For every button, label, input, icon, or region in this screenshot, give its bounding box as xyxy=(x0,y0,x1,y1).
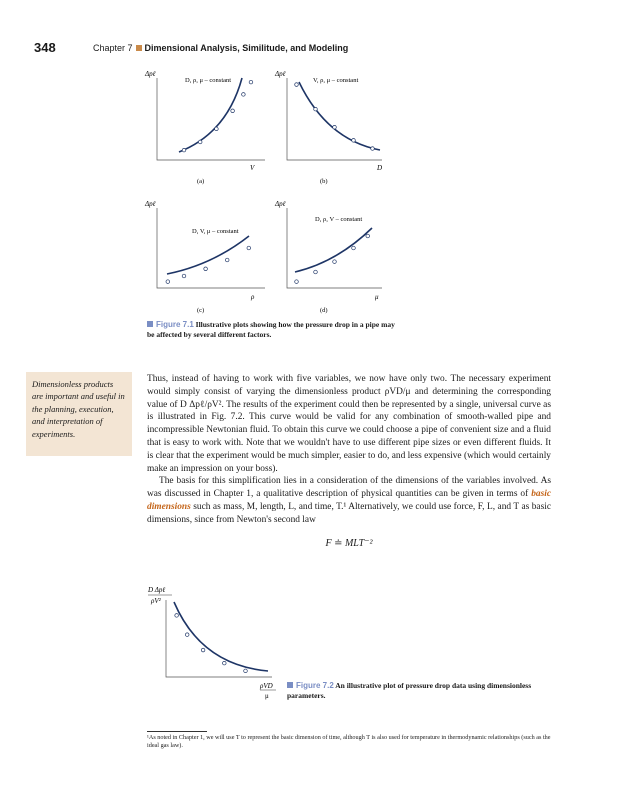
plot-axes xyxy=(166,600,272,677)
plot-y-label: Δpℓ xyxy=(145,70,156,78)
data-point xyxy=(201,648,205,652)
chapter-title: Dimensional Analysis, Similitude, and Modeling xyxy=(144,43,349,53)
y-label-denominator: ρV² xyxy=(151,597,161,605)
plot-y-label: Δpℓ xyxy=(275,70,286,78)
caption-square-icon xyxy=(287,682,293,688)
plot-constant-label: D, V, μ – constant xyxy=(192,228,239,235)
data-point xyxy=(223,661,227,665)
page-number: 348 xyxy=(34,40,56,55)
plot-sub-label: (d) xyxy=(320,307,328,314)
plot-constant-label: D, ρ, V – constant xyxy=(315,216,363,223)
data-point xyxy=(185,633,189,637)
caption-label: Figure 7.1 xyxy=(156,320,194,329)
plot-y-label: Δpℓ xyxy=(275,200,286,208)
plot-x-label: V xyxy=(250,164,255,172)
margin-note: Dimensionless products are important and useful in the planning, execution, and interpretation of experiments. xyxy=(26,372,132,456)
paragraph-2-end: such as mass, M, length, L, and time, T.¹ Alternatively, we could use force, F, L, and T as basic dimensions, since from Newton's second law xyxy=(147,501,551,525)
equation: F ≐ MLT⁻² xyxy=(325,538,373,549)
chapter-label: Chapter 7 xyxy=(93,43,133,53)
y-label-numerator: D Δpℓ xyxy=(148,586,166,594)
x-label-numerator: ρVD xyxy=(260,682,273,690)
plot-x-label: D xyxy=(377,164,383,172)
plot-y-label: Δpℓ xyxy=(145,200,156,208)
footnote-rule xyxy=(147,731,207,732)
plot-x-label: μ xyxy=(375,293,379,301)
plot-x-label: ρ xyxy=(251,293,255,301)
paragraph-1: Thus, instead of having to work with five variables, we now have only two. The necessary experiment would simply consist of varying the dimensionless product ρVD/μ and determining the corresponding value of D Δpℓ/ρV². The results of the experiment could then be represented by a single, universal curve as is illustrated in Fig. 7.2. This curve would be valid for any combination of smooth-walled pipe and incompressible Newtonian fluid. To obtain this curve we could choose a pipe of convenient size and a fluid that is easy to work with. Note that we wouldn't have to use different pipe sizes or even different fluids. It is clear that the experiment would be much simpler, easier to do, and less expensive (which would certainly make an impression on your boss). xyxy=(147,374,551,474)
paragraph-2-start: The basis for this simplification lies in a consideration of the dimensions of the variables involved. As was discussed in Chapter 1, a qualitative description of physical quantities can be given in terms of xyxy=(147,476,551,500)
caption-label: Figure 7.2 xyxy=(296,681,334,690)
caption-text: An illustrative plot of pressure drop data using dimensionless parameters. xyxy=(287,681,532,700)
x-label-denominator: μ xyxy=(265,692,269,700)
plot-sub-label: (c) xyxy=(197,307,205,314)
data-point xyxy=(175,614,179,618)
plot-sub-label: (a) xyxy=(197,178,205,185)
keyword-basic-dimensions: basic dimensions xyxy=(147,489,551,512)
caption-text: Illustrative plots showing how the pressure drop in a pipe may be affected by several different factors. xyxy=(147,320,395,339)
data-point xyxy=(244,669,248,673)
plot-constant-label: V, ρ, μ – constant xyxy=(313,77,359,84)
plot-sub-label: (b) xyxy=(320,178,328,185)
footnote: ¹As noted in Chapter 1, we will use T to represent the basic dimension of time, although T is also used for temperature in thermodynamic relationships (such as the ideal gas law). xyxy=(147,734,551,749)
figure-7-2-plot xyxy=(147,586,276,700)
figure-7-2-caption xyxy=(287,681,537,701)
plot-constant-label: D, ρ, μ – constant xyxy=(185,77,232,84)
